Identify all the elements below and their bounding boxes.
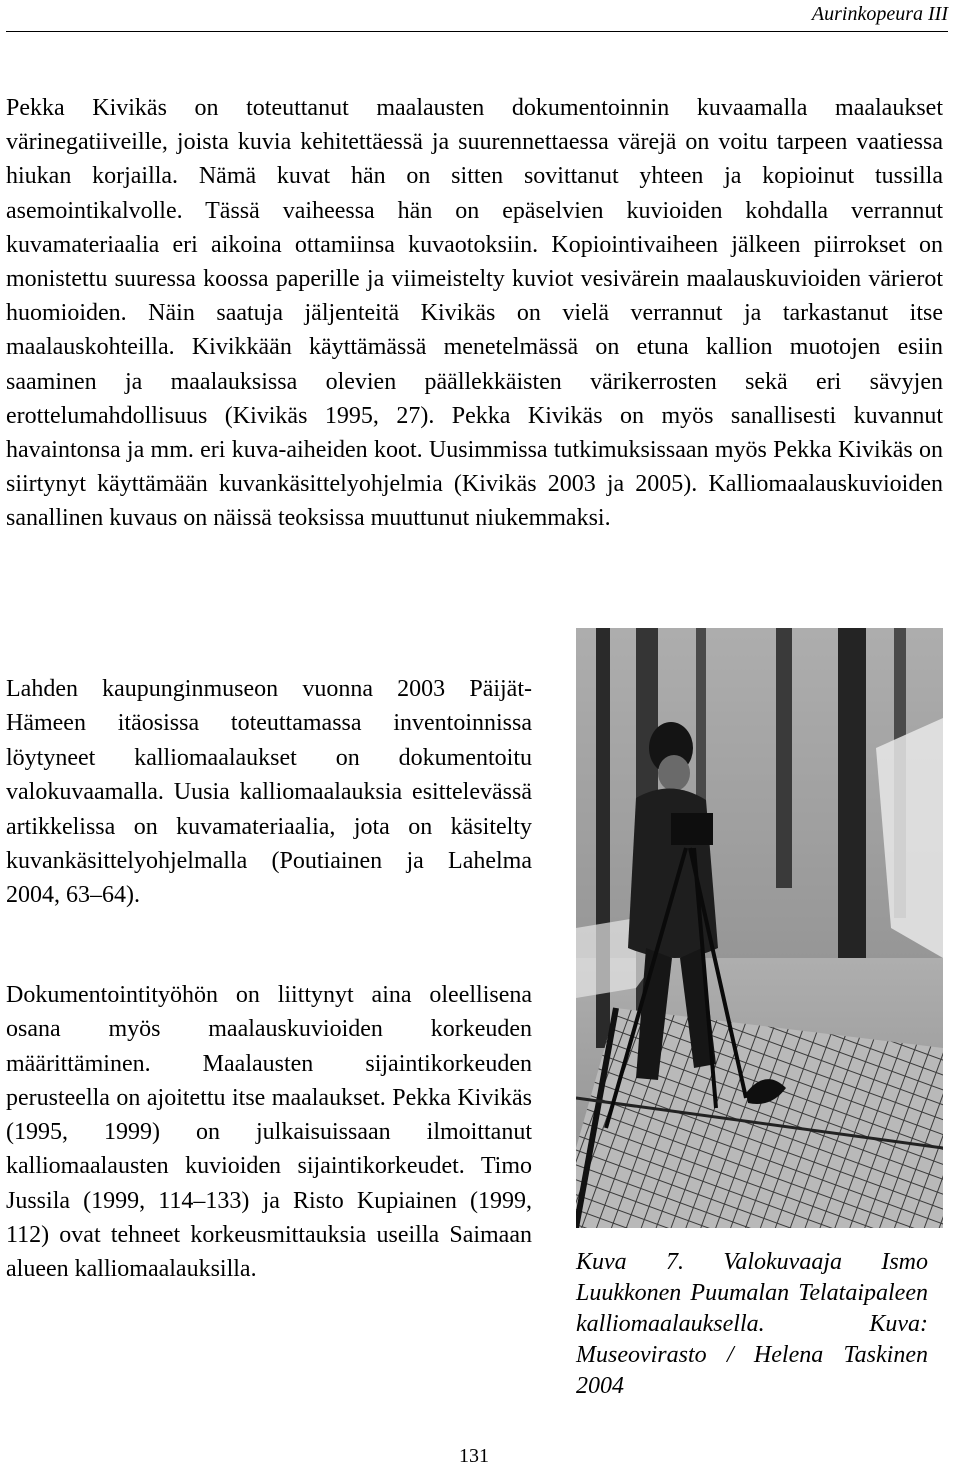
photographer-on-platform-image (576, 628, 943, 1228)
running-header: Aurinkopeura III (811, 3, 948, 25)
figure-caption: Kuva 7. Valokuvaaja Ismo Luukkonen Puumalan Telataipaleen kalliomaalauksella. Kuva: Museovirasto / Helena Taskinen 2004 (576, 1249, 928, 1399)
header-rule (6, 31, 948, 32)
body-paragraph-1: Pekka Kivikäs on toteuttanut maalausten dokumentoinnin kuvaamalla maalaukset värinegatiiveille, joista kuvia kehitettäessä ja suurennettaessa värejä on voitu tarpeen vaatiessa hiukan korjailla. Nämä kuvat hän on sitten sovittanut yhteen ja kopioinut tussilla asemointikalvolle. Tässä vaiheessa hän on epäselvien kuvioiden kohdalla verrannut kuvamateriaalia eri aikoina ottamiinsa kuvaotoksiin. Kopiointivaiheen jälkeen piirrokset on monistettu suuressa koossa paperille ja viimeistelty kuviot vesivärein maalauskuvioiden värierot huomioiden. Näin saatuja jäljenteitä Kivikäs on vielä verrannut ja tarkastanut itse maalauskohteilla. Kivikkään käyttämässä menetelmässä on etuna kallion muotojen esiin saaminen ja maalauksissa olevien päällekkäisten värikerrosten sekä eri sävyjen erottelumahdollisuus (Kivikäs 1995, 27). Pekka Kivikäs on myös sanallisesti kuvannut havaintonsa ja mm. eri kuva-aiheiden koot. Uusimmissa tutkimuksissaan myös Pekka Kivikäs on siirtynyt käyttämään kuvankäsittelyohjelmia (Kivikäs 2003 ja 2005). Kalliomaalauskuvioiden sanallinen kuvaus on näissä teoksissa muuttunut niukemmaksi. (6, 95, 943, 532)
body-paragraph-3: Dokumentointityöhön on liittynyt aina oleellisena osana myös maalauskuvioiden korkeuden määrittäminen. Maalausten sijaintikorkeuden perusteella on ajoitettu itse maalaukset. Pekka Kivikäs (1995, 1999) on julkaisuissaan ilmoittanut kalliomaalausten kuvioiden sijaintikorkeudet. Timo Jussila (1999, 114–133) ja Risto Kupiainen (1999, 112) ovat tehneet korkeusmittauksia useilla Saimaan alueen kalliomaalauksilla. (6, 982, 532, 1283)
body-paragraph-2: Lahden kaupunginmuseon vuonna 2003 Päijät-Hämeen itäosissa toteuttamassa inventoinnissa löytyneet kalliomaalaukset on dokumentoitu valokuvaamalla. Uusia kalliomaalauksia esittelevässä artikkelissa on kuvamateriaalia, jota on käsitelty kuvankäsittelyohjelmalla (Poutiainen ja Lahelma 2004, 63–64). (6, 676, 532, 909)
figure-photo (576, 628, 943, 1228)
page-number: 131 (459, 1445, 489, 1467)
